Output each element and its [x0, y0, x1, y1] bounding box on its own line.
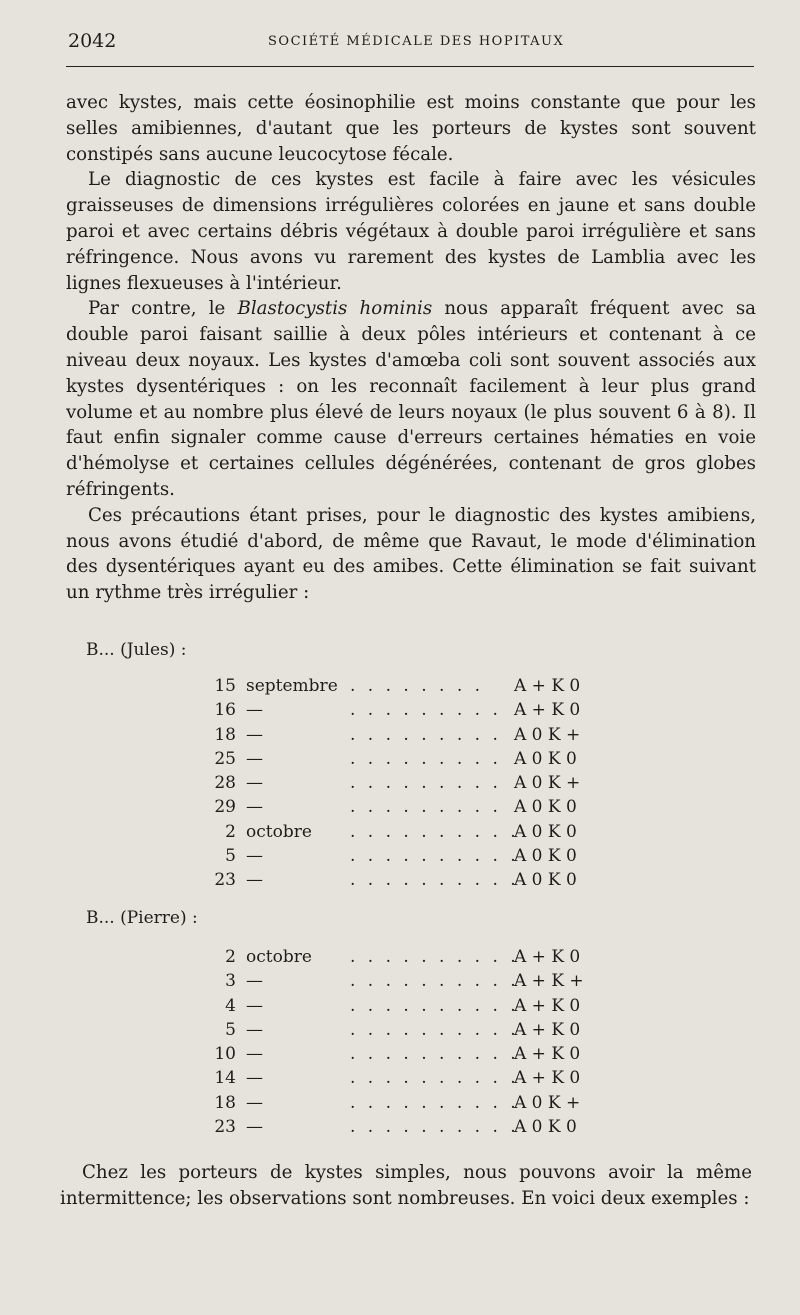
month-cell: — [246, 797, 263, 818]
results-table-pierre [200, 947, 600, 1141]
result-cell: A + K 0 [514, 1068, 581, 1089]
month-cell: — [246, 773, 263, 794]
day-cell: 3 [225, 971, 236, 992]
table-row [200, 870, 600, 894]
day-cell: 5 [225, 1019, 236, 1040]
leader-dots: . . . . . . . . . . [350, 1068, 520, 1089]
table-row [200, 1020, 600, 1044]
table-row [200, 749, 600, 773]
closing-text [60, 1160, 752, 1212]
result-cell: A 0 K + [514, 773, 581, 794]
result-cell: A 0 K 0 [514, 748, 577, 769]
day-cell: 2 [225, 821, 236, 842]
table-row [200, 947, 600, 971]
result-cell: A + K 0 [514, 1019, 581, 1040]
patient-label-pierre: B... (Pierre) : [86, 908, 198, 928]
day-cell: 18 [214, 1092, 236, 1113]
leader-dots: . . . . . . . . . . [350, 846, 520, 867]
paragraph-1: avec kystes, mais cette éosinophilie est moins constante que pour les selles amibiennes, d'autant que les porteurs de kystes sont souvent constipés sans aucune leucocytose fécale. [66, 92, 756, 165]
table-row [200, 1117, 600, 1141]
day-cell: 23 [214, 870, 236, 891]
table-row [200, 971, 600, 995]
table-row [200, 773, 600, 797]
day-cell: 28 [214, 773, 236, 794]
table-row [200, 1068, 600, 1092]
leader-dots: . . . . . . . . . . [350, 870, 520, 891]
leader-dots: . . . . . . . . . . [350, 947, 520, 967]
month-cell: — [246, 748, 263, 769]
month-cell: — [246, 1044, 263, 1065]
day-cell: 15 [214, 676, 236, 696]
leader-dots: . . . . . . . . . [350, 773, 502, 794]
result-cell: A 0 K + [514, 1092, 581, 1113]
leader-dots: . . . . . . . . . [350, 748, 502, 769]
leader-dots: . . . . . . . . . . [350, 821, 520, 842]
closing-paragraph: Chez les porteurs de kystes simples, nous pouvons avoir la même intermittence; les observations sont nombreuses. En voici deux exemples : [60, 1162, 752, 1209]
day-cell: 5 [225, 846, 236, 867]
day-cell: 23 [214, 1117, 236, 1138]
table-row [200, 1093, 600, 1117]
paragraph-3-end: nous apparaît fréquent avec sa double paroi faisant saillie à deux pôles intérieurs et contenant à ce niveau deux noyaux. Les kystes d'amœba coli sont souvent associés aux kystes dysentériques : on les reconnaît facilement à leur plus grand volume et au nombre plus élevé de leurs noyaux (le plus souvent 6 à 8). Il faut enfin signaler comme cause d'erreurs certaines hématies en voie d'hémolyse et certaines cellules dégénérées, contenant de gros globes réfringents. [66, 298, 757, 500]
day-cell: 25 [214, 748, 236, 769]
day-cell: 10 [214, 1044, 236, 1065]
month-cell: — [246, 995, 263, 1016]
page-number: 2042 [68, 30, 117, 52]
result-cell: A 0 K 0 [514, 1117, 577, 1138]
leader-dots: . . . . . . . . . [350, 700, 502, 721]
month-cell: — [246, 700, 263, 721]
leader-dots: . . . . . . . . . . [350, 1092, 520, 1113]
month-cell: — [246, 971, 263, 992]
month-cell: octobre [246, 821, 312, 842]
paragraph-4: Ces précautions étant prises, pour le diagnostic des kystes amibiens, nous avons étudié d'abord, de même que Ravaut, le mode d'élimination des dysentériques ayant eu des amibes. Cette élimination se fait suivant un rythme très irrégulier : [66, 504, 756, 604]
table-row [200, 1044, 600, 1068]
table-row [200, 822, 600, 846]
day-cell: 14 [214, 1068, 236, 1089]
result-cell: A + K 0 [514, 700, 581, 721]
leader-dots: . . . . . . . . . . [350, 1019, 520, 1040]
results-table-jules [200, 676, 600, 895]
table-row [200, 846, 600, 870]
paragraph-3 [66, 296, 756, 502]
table-row [200, 700, 600, 724]
result-cell: A + K + [514, 971, 584, 992]
month-cell: — [246, 724, 263, 745]
paragraph-2: Le diagnostic de ces kystes est facile à faire avec les vésicules graisseuses de dimensions irrégulières colorées en jaune et sans double paroi et avec certains débris végétaux à double paroi irrégulière et sans réfringence. Nous avons vu rarement des kystes de Lamblia avec les lignes flexueuses à l'intérieur. [66, 169, 756, 294]
result-cell: A 0 K 0 [514, 870, 577, 891]
table-row [200, 725, 600, 749]
leader-dots: . . . . . . . . [350, 676, 484, 696]
species-name: Blastocystis hominis [237, 298, 433, 320]
month-cell: — [246, 1092, 263, 1113]
month-cell: — [246, 1068, 263, 1089]
month-cell: — [246, 846, 263, 867]
day-cell: 18 [214, 724, 236, 745]
day-cell: 16 [214, 700, 236, 721]
result-cell: A 0 K 0 [514, 797, 577, 818]
result-cell: A 0 K 0 [514, 846, 577, 867]
leader-dots: . . . . . . . . . . [350, 1044, 520, 1065]
table-row [200, 996, 600, 1020]
month-cell: octobre [246, 947, 312, 967]
patient-label-jules: B... (Jules) : [86, 640, 187, 660]
header-rule [66, 66, 754, 67]
leader-dots: . . . . . . . . . . [350, 971, 520, 992]
table-row [200, 797, 600, 821]
table-row [200, 676, 600, 700]
leader-dots: . . . . . . . . . [350, 797, 502, 818]
result-cell: A 0 K + [514, 724, 581, 745]
result-cell: A 0 K 0 [514, 821, 577, 842]
leader-dots: . . . . . . . . . . [350, 995, 520, 1016]
result-cell: A + K 0 [514, 995, 581, 1016]
month-cell: — [246, 1019, 263, 1040]
result-cell: A + K 0 [514, 947, 581, 967]
result-cell: A + K 0 [514, 676, 581, 696]
leader-dots: . . . . . . . . . . [350, 1117, 520, 1138]
month-cell: — [246, 1117, 263, 1138]
day-cell: 29 [214, 797, 236, 818]
running-title: SOCIÉTÉ MÉDICALE DES HOPITAUX [268, 34, 565, 49]
day-cell: 4 [225, 995, 236, 1016]
month-cell: septembre [246, 676, 338, 696]
month-cell: — [246, 870, 263, 891]
result-cell: A + K 0 [514, 1044, 581, 1065]
paragraph-3-start: Par contre, le [88, 298, 238, 320]
leader-dots: . . . . . . . . . [350, 724, 502, 745]
body-text [66, 90, 756, 606]
day-cell: 2 [225, 947, 236, 967]
